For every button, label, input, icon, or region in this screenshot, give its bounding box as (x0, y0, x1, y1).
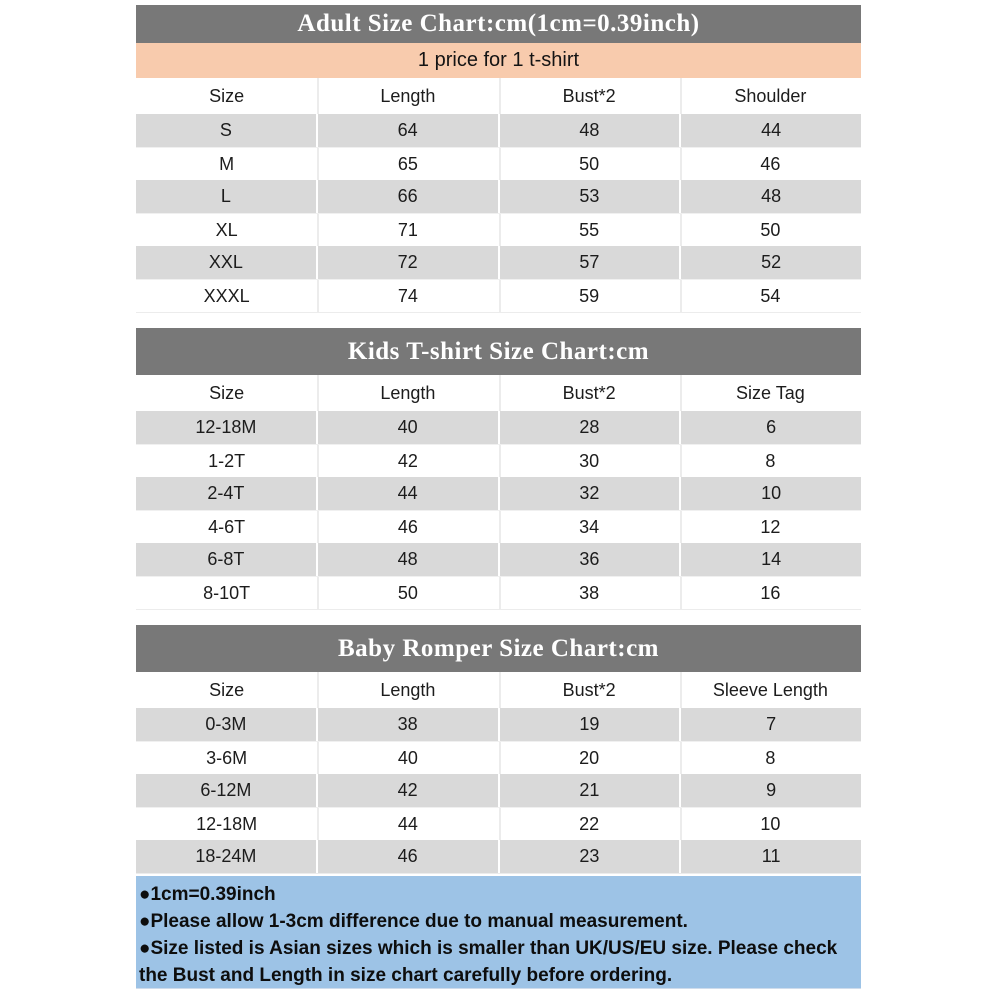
table-header-row (136, 672, 861, 708)
table-row (136, 180, 861, 213)
table-row (136, 741, 861, 774)
table-cell: 59 (499, 280, 680, 312)
table-cell: 10 (679, 477, 861, 510)
table-cell: 53 (498, 180, 680, 213)
table-cell: 20 (499, 742, 680, 774)
table-cell: 71 (317, 214, 498, 246)
table-cell: 6-12M (200, 780, 252, 800)
column-header-cell: Bust*2 (499, 375, 680, 411)
column-header-cell: Bust*2 (499, 78, 680, 114)
size-chart-image (136, 5, 861, 989)
adult-size-chart-section (136, 5, 861, 313)
table-cell: 72 (316, 246, 498, 279)
table-header-row (136, 375, 861, 411)
table-cell: 28 (498, 411, 680, 444)
note-line: ●Size listed is Asian sizes which is smaller than UK/US/EU size. Please check the Bust and Length in size chart carefully before ordering. (139, 938, 843, 986)
table-cell: 32 (498, 477, 680, 510)
table-cell: S (219, 120, 232, 140)
table-cell: 46 (317, 511, 498, 543)
column-header-cell: Sleeve Length (680, 672, 861, 708)
table-cell: 0-3M (205, 714, 247, 734)
table-cell: 40 (316, 411, 498, 444)
table-row (136, 279, 861, 312)
table-cell: 14 (679, 543, 861, 576)
table-cell: 44 (317, 808, 498, 840)
column-header-cell: Size (209, 382, 245, 403)
table-cell: 8 (680, 445, 861, 477)
table-cell: 57 (498, 246, 680, 279)
table-row (136, 411, 861, 444)
table-cell: 9 (679, 774, 861, 807)
note-line: ●1cm=0.39inch (139, 884, 276, 905)
table-row (136, 147, 861, 180)
column-header-cell: Size (209, 85, 245, 106)
table-cell: 30 (499, 445, 680, 477)
table-cell: 38 (316, 708, 498, 741)
table-cell: 2-4T (207, 483, 245, 503)
table-row (136, 576, 861, 609)
table-row (136, 213, 861, 246)
table-cell: 12 (680, 511, 861, 543)
baby-size-table (136, 672, 861, 874)
table-cell: 48 (679, 180, 861, 213)
baby-size-chart-section (136, 625, 861, 874)
table-cell: 74 (317, 280, 498, 312)
table-cell: 18-24M (195, 846, 257, 866)
kids-size-chart-section (136, 328, 861, 610)
table-cell: 66 (316, 180, 498, 213)
table-row (136, 114, 861, 147)
column-header-cell: Bust*2 (499, 672, 680, 708)
table-cell: 8 (680, 742, 861, 774)
table-cell: 22 (499, 808, 680, 840)
table-cell: 40 (317, 742, 498, 774)
table-cell: 11 (679, 840, 861, 873)
column-header-cell: Size Tag (680, 375, 861, 411)
table-cell: 64 (316, 114, 498, 147)
table-cell: 21 (498, 774, 680, 807)
table-cell: M (219, 153, 235, 174)
adult-section-title: Adult Size Chart:cm(1cm=0.39inch) (136, 5, 861, 43)
table-cell: 46 (680, 148, 861, 180)
column-header-cell: Size (209, 679, 245, 700)
table-cell: 42 (316, 774, 498, 807)
table-cell: 48 (316, 543, 498, 576)
column-header-cell: Length (317, 375, 498, 411)
table-cell: 44 (316, 477, 498, 510)
table-cell: XXL (208, 252, 243, 272)
table-row (136, 246, 861, 279)
baby-section-title: Baby Romper Size Chart:cm (136, 625, 861, 672)
table-cell: 6 (679, 411, 861, 444)
table-cell: 12-18M (195, 417, 257, 437)
table-cell: 7 (679, 708, 861, 741)
price-subtitle-band: 1 price for 1 t-shirt (136, 43, 861, 78)
table-cell: 50 (680, 214, 861, 246)
table-cell: 10 (680, 808, 861, 840)
table-cell: 4-6T (208, 516, 246, 537)
table-cell: 16 (680, 577, 861, 609)
table-cell: 38 (499, 577, 680, 609)
column-header-cell: Length (317, 78, 498, 114)
table-row (136, 543, 861, 576)
table-cell: 46 (316, 840, 498, 873)
table-cell: 23 (498, 840, 680, 873)
table-cell: 34 (499, 511, 680, 543)
table-cell: 44 (679, 114, 861, 147)
table-row (136, 807, 861, 840)
column-header-cell: Shoulder (680, 78, 861, 114)
table-cell: 50 (317, 577, 498, 609)
table-cell: 52 (679, 246, 861, 279)
table-cell: XXXL (203, 285, 250, 306)
table-cell: 3-6M (206, 747, 248, 768)
table-row (136, 708, 861, 741)
table-row (136, 477, 861, 510)
table-cell: 65 (317, 148, 498, 180)
table-row (136, 840, 861, 873)
table-row (136, 444, 861, 477)
kids-section-title: Kids T-shirt Size Chart:cm (136, 328, 861, 375)
table-cell: 50 (499, 148, 680, 180)
kids-size-table (136, 375, 861, 610)
table-cell: XL (215, 219, 238, 240)
column-header-cell: Length (317, 672, 498, 708)
table-cell: 36 (498, 543, 680, 576)
table-cell: L (220, 186, 231, 206)
measurement-notes (136, 876, 861, 989)
table-cell: 19 (498, 708, 680, 741)
table-cell: 6-8T (207, 549, 245, 569)
table-header-row (136, 78, 861, 114)
table-cell: 54 (680, 280, 861, 312)
table-cell: 8-10T (203, 582, 251, 603)
table-row (136, 510, 861, 543)
table-cell: 12-18M (196, 813, 258, 834)
adult-size-table (136, 78, 861, 313)
table-cell: 1-2T (208, 450, 246, 471)
table-cell: 55 (499, 214, 680, 246)
note-line: ●Please allow 1-3cm difference due to manual measurement. (139, 911, 688, 932)
table-row (136, 774, 861, 807)
table-cell: 48 (498, 114, 680, 147)
table-cell: 42 (317, 445, 498, 477)
